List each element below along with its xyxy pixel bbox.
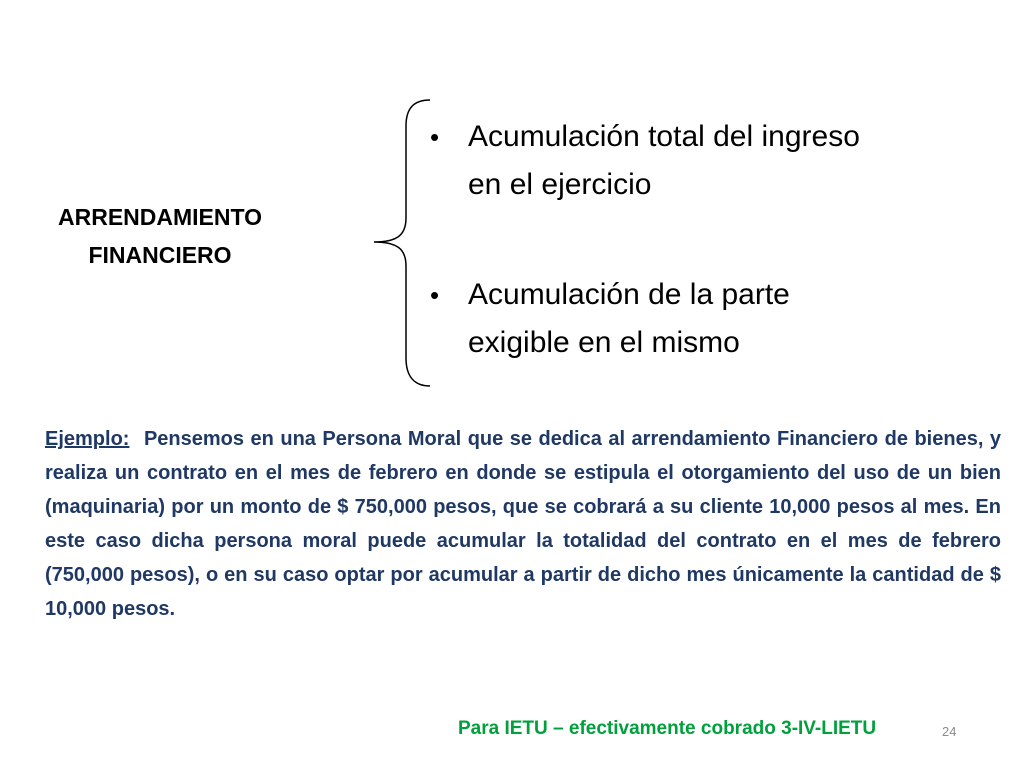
bullet-line: exigible en el mismo	[468, 326, 740, 359]
bullet-icon: •	[430, 122, 440, 152]
bullet-item-total-income	[428, 113, 988, 209]
bullet-list	[428, 113, 988, 367]
example-text: Pensemos en una Persona Moral que se dedica al arrendamiento Financiero de bienes, y realiza un contrato en el mes de febrero en donde se estipula el otorgamiento del uso de un bien (maquinaria) por un monto de $ 750,000 pesos, que se cobrará a su cliente 10,000 pesos al mes. En este caso dicha persona moral puede acumular la totalidad del contrato en el mes de febrero (750,000 pesos), o en su caso optar por acumular a partir de dicho mes únicamente la cantidad de $ 10,000 pesos.	[45, 428, 1001, 620]
curly-brace-icon	[368, 96, 434, 396]
bullet-line: Acumulación de la parte	[468, 278, 790, 311]
slide-title-line-2: FINANCIERO	[88, 242, 232, 268]
example-label: Ejemplo:	[45, 428, 130, 450]
bullet-line: en el ejercicio	[468, 168, 652, 201]
footer-note: Para IETU – efectivamente cobrado 3-IV-LIETU	[458, 718, 877, 739]
example-paragraph	[45, 422, 1001, 626]
slide-number: 24	[942, 724, 957, 739]
slide-title	[28, 198, 292, 274]
bullet-icon: •	[430, 280, 440, 310]
bullet-item-enforceable-part	[428, 271, 988, 367]
bullet-line: Acumulación total del ingreso	[468, 120, 860, 153]
slide-title-line-1: ARRENDAMIENTO	[57, 204, 263, 230]
